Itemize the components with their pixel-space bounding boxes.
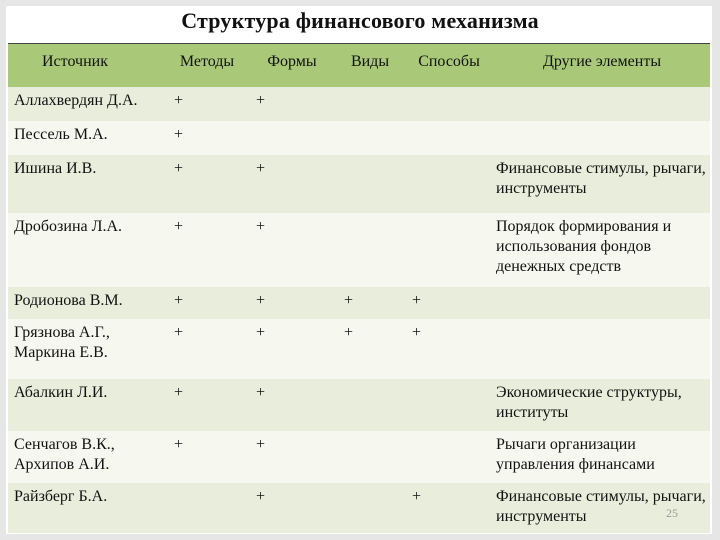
slide-frame-bottom	[0, 534, 720, 540]
types-cell	[336, 379, 404, 431]
types-cell	[336, 213, 404, 287]
other-cell	[494, 121, 710, 155]
other-cell: Экономические структуры, институты	[494, 379, 710, 431]
source-cell: Аллахвердян Д.А.	[8, 87, 166, 121]
ways-cell	[404, 431, 494, 483]
source-cell: Грязнова А.Г., Маркина Е.В.	[8, 319, 166, 379]
types-cell	[336, 483, 404, 533]
ways-cell	[404, 121, 494, 155]
other-cell	[494, 319, 710, 379]
forms-cell: +	[248, 213, 336, 287]
other-cell: Рычаги организации управления финансами	[494, 431, 710, 483]
slide-frame-left	[0, 0, 6, 540]
header-ways: Способы	[404, 44, 494, 88]
other-cell	[494, 287, 710, 319]
table-row	[8, 213, 710, 287]
source-cell: Пессель М.А.	[8, 121, 166, 155]
table-row	[8, 121, 710, 155]
header-methods: Методы	[166, 44, 248, 88]
methods-cell: +	[166, 213, 248, 287]
slide-frame-right	[712, 0, 720, 540]
header-forms: Формы	[248, 44, 336, 88]
other-cell	[494, 87, 710, 121]
forms-cell: +	[248, 431, 336, 483]
types-cell	[336, 87, 404, 121]
ways-cell: +	[404, 319, 494, 379]
forms-cell: +	[248, 155, 336, 213]
source-cell: Райзберг Б.А.	[8, 483, 166, 533]
source-cell: Родионова В.М.	[8, 287, 166, 319]
methods-cell: +	[166, 319, 248, 379]
forms-cell: +	[248, 379, 336, 431]
methods-cell: +	[166, 121, 248, 155]
methods-cell: +	[166, 155, 248, 213]
methods-cell: +	[166, 87, 248, 121]
table-row	[8, 319, 710, 379]
forms-cell: +	[248, 87, 336, 121]
types-cell	[336, 431, 404, 483]
other-cell: Финансовые стимулы, рычаги, инструменты	[494, 483, 710, 533]
ways-cell: +	[404, 483, 494, 533]
methods-cell: +	[166, 431, 248, 483]
header-other: Другие элементы	[494, 44, 710, 88]
source-cell: Сенчагов В.К., Архипов А.И.	[8, 431, 166, 483]
source-cell: Абалкин Л.И.	[8, 379, 166, 431]
ways-cell	[404, 155, 494, 213]
finance-mechanism-table	[8, 43, 710, 533]
table-row	[8, 379, 710, 431]
forms-cell: +	[248, 287, 336, 319]
other-cell: Финансовые стимулы, рычаги, инструменты	[494, 155, 710, 213]
ways-cell	[404, 379, 494, 431]
table-row	[8, 155, 710, 213]
forms-cell: +	[248, 483, 336, 533]
slide-frame-top	[0, 0, 720, 6]
types-cell: +	[336, 287, 404, 319]
source-cell: Дробозина Л.А.	[8, 213, 166, 287]
ways-cell: +	[404, 287, 494, 319]
table-row	[8, 431, 710, 483]
methods-cell: +	[166, 287, 248, 319]
methods-cell	[166, 483, 248, 533]
slide-title: Структура финансового механизма	[181, 8, 539, 33]
forms-cell: +	[248, 319, 336, 379]
table-row	[8, 483, 710, 533]
types-cell	[336, 155, 404, 213]
types-cell	[336, 121, 404, 155]
ways-cell	[404, 213, 494, 287]
ways-cell	[404, 87, 494, 121]
header-types: Виды	[336, 44, 404, 88]
methods-cell: +	[166, 379, 248, 431]
forms-cell	[248, 121, 336, 155]
table-row	[8, 87, 710, 121]
source-cell: Ишина И.В.	[8, 155, 166, 213]
types-cell: +	[336, 319, 404, 379]
page-number: 25	[666, 506, 678, 520]
header-source: Источник	[8, 44, 166, 88]
other-cell: Порядок формирования и использования фондов денежных средств	[494, 213, 710, 287]
table-row	[8, 287, 710, 319]
table-header-row	[8, 44, 710, 88]
